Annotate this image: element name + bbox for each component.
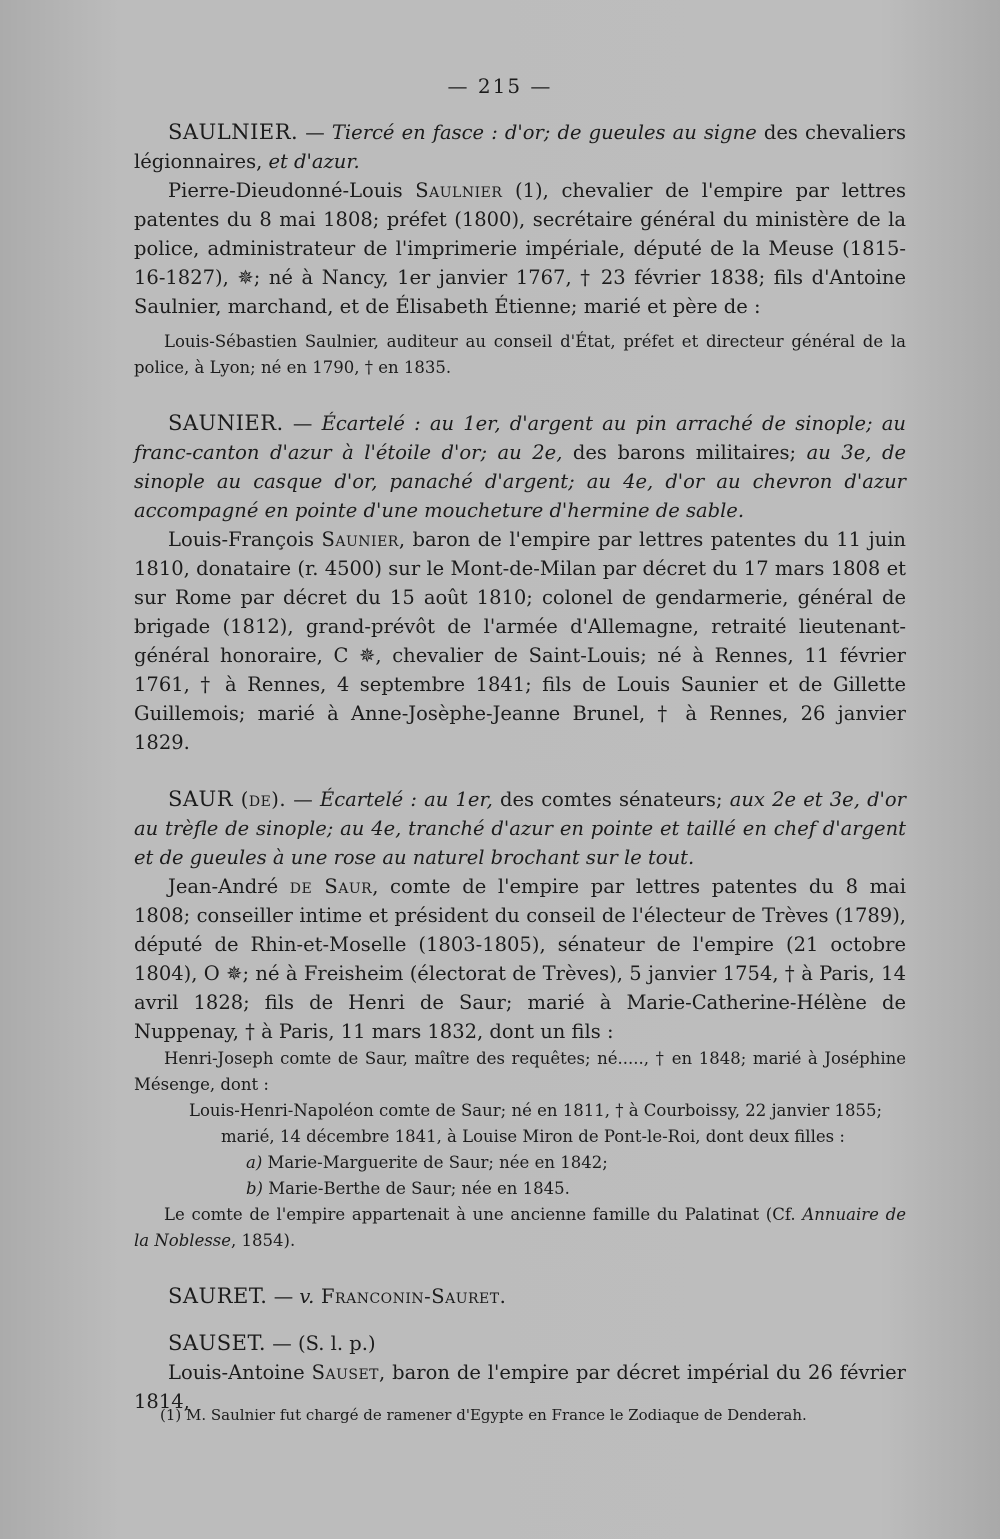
- entry-heading-saur: SAUR: [168, 787, 234, 811]
- saulnier-biography: Pierre-Dieudonné-Louis Saulnier (1), chevalier de l'empire par lettres patentes du 8 mai 1808; préfet (1800), secrétaire général du ministère de la police, administrateur de l'imprimerie impériale, député de la Meuse (1815-16-1827), ✵; né à Nancy, 1er janvier 1767, † 23 février 1838; fils d'Antoine Saulnier, marchand, et de Élisabeth Étienne; marié et père de :: [134, 179, 906, 318]
- sauset-biography: Louis-Antoine Sauset, baron de l'empire par décret impérial du 26 février 1814,: [134, 1361, 906, 1413]
- saur-arms: SAUR (de). — Écartelé : au 1er, des comtes sénateurs; aux 2e et 3e, d'or au trèfle de sinople; au 4e, tranché d'azur en pointe et taillé en chef d'argent et de gueules à une rose au naturel brochant sur le tout.: [134, 787, 906, 869]
- saulnier-child: Louis-Sébastien Saulnier, auditeur au conseil d'État, préfet et directeur général de la police, à Lyon; né en 1790, † en 1835.: [134, 332, 906, 377]
- saur-son: Henri-Joseph comte de Saur, maître des requêtes; né....., † en 1848; marié à Joséphine Mésenge, dont :: [134, 1049, 906, 1094]
- text-column: [134, 118, 906, 1416]
- sauset-heading: SAUSET. — (S. l. p.): [168, 1331, 376, 1355]
- saur-daughter-b: b) Marie-Berthe de Saur; née en 1845.: [246, 1179, 570, 1198]
- saunier-arms: SAUNIER. — Écartelé : au 1er, d'argent au pin arraché de sinople; au franc-canton d'azur à l'étoile d'or; au 2e, des barons militaires; au 3e, de sinople au casque d'or, panaché d'argent; au 4e, d'or au chevron d'azur accompagné en pointe d'une moucheture d'hermine de sable.: [134, 411, 906, 522]
- page-number: — 215 —: [447, 74, 553, 98]
- entry-heading-saunier: SAUNIER.: [168, 411, 284, 435]
- entry-heading-sauret: SAURET.: [168, 1284, 268, 1308]
- sauret-entry: SAURET. — v. Franconin-Sauret.: [168, 1284, 507, 1308]
- saulnier-arms: SAULNIER. — Tiercé en fasce : d'or; de gueules au signe des chevaliers légionnaires, et d'azur.: [134, 120, 906, 173]
- saunier-biography: Louis-François Saunier, baron de l'empire par lettres patentes du 11 juin 1810, donataire (r. 4500) sur le Mont-de-Milan par décret du 17 mars 1808 et sur Rome par décret du 15 août 1810; colonel de gendarmerie, général de brigade (1812), grand-prévôt de l'armée d'Allemagne, retraité lieutenant-général honoraire, C ✵, chevalier de Saint-Louis; né à Rennes, 11 février 1761, † à Rennes, 4 septembre 1841; fils de Louis Saunier et de Gillette Guillemois; marié à Anne-Josèphe-Jeanne Brunel, † à Rennes, 26 janvier 1829.: [134, 528, 906, 754]
- footnote: (1) M. Saulnier fut chargé de ramener d'Egypte en France le Zodiaque de Denderah.: [160, 1406, 807, 1424]
- saur-biography: Jean-André de Saur, comte de l'empire par lettres patentes du 8 mai 1808; conseiller intime et président du conseil de l'électeur de Trèves (1789), député de Rhin-et-Moselle (1803-1805), sénateur de l'empire (21 octobre 1804), O ✵; né à Freisheim (électorat de Trèves), 5 janvier 1754, † à Paris, 14 avril 1828; fils de Henri de Saur; marié à Marie-Catherine-Hélène de Nuppenay, † à Paris, 11 mars 1832, dont un fils :: [134, 875, 906, 1043]
- entry-heading-saulnier: SAULNIER.: [168, 120, 299, 144]
- saur-grandson: Louis-Henri-Napoléon comte de Saur; né en 1811, † à Courboissy, 22 janvier 1855; marié, 14 décembre 1841, à Louise Miron de Pont-le-Roi, dont deux filles :: [189, 1101, 883, 1146]
- entry-heading-sauset: SAUSET.: [168, 1331, 267, 1355]
- saur-daughter-a: a) Marie-Marguerite de Saur; née en 1842;: [246, 1153, 608, 1172]
- saur-note: Le comte de l'empire appartenait à une ancienne famille du Palatinat (Cf. Annuaire de la Noblesse, 1854).: [134, 1205, 906, 1250]
